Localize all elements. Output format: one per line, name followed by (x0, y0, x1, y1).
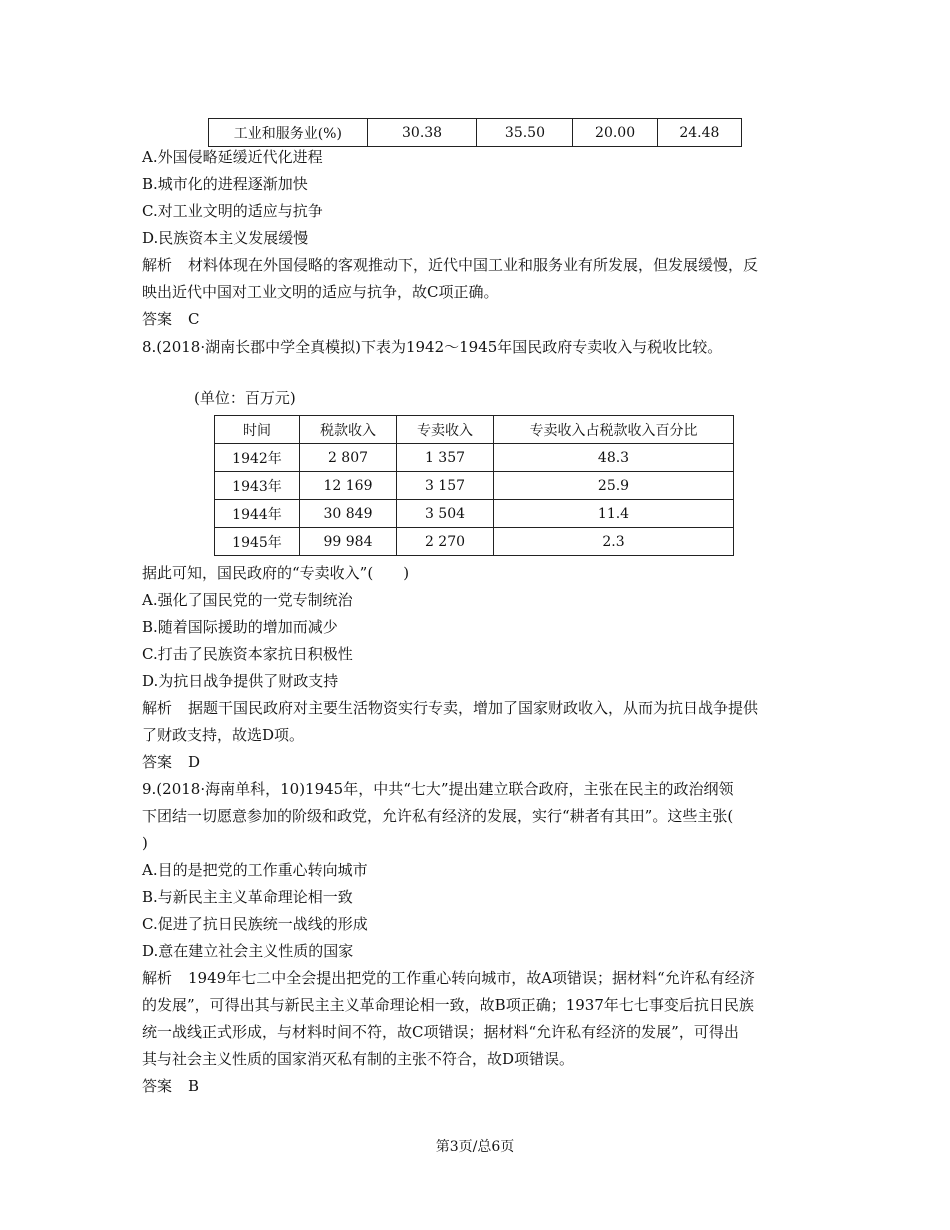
q8-option-d: D.为抗日战争提供了财政支持 (142, 672, 339, 690)
table-cell: 2 807 (300, 444, 397, 472)
analysis-text: 据题干国民政府对主要生活物资实行专卖，增加了国家财政收入，从而为抗日战争提供 (188, 699, 759, 717)
q8-analysis-line-2: 了财政支持，故选D项。 (142, 726, 305, 744)
table-row (215, 500, 734, 528)
q9-stem-line-3: ) (142, 834, 148, 852)
table-row (209, 119, 742, 147)
q7-analysis-line (142, 252, 758, 278)
q9-stem-line-2: 下团结一切愿意参加的阶级和政党，允许私有经济的发展，实行“耕者有其田”。这些主张( (142, 807, 734, 825)
q8-option-b: B.随着国际援助的增加而减少 (142, 618, 338, 636)
q8-table (214, 415, 734, 556)
table-row (215, 472, 734, 500)
q8-stem: 8.(2018·湖南长郡中学全真模拟)下表为1942～1945年国民政府专卖收入与税收比较。 (142, 338, 723, 356)
table-cell: 3 504 (397, 500, 494, 528)
q7-option-a: A.外国侵略延缓近代化进程 (142, 148, 323, 166)
table-cell: 30.38 (367, 119, 477, 147)
table-cell: 30 849 (300, 500, 397, 528)
table-cell: 12 169 (300, 472, 397, 500)
q9-option-b: B.与新民主主义革命理论相一致 (142, 888, 353, 906)
analysis-label: 解析 (142, 969, 173, 987)
table-cell: 2 270 (397, 528, 494, 556)
table-cell: 工业和服务业(%) (209, 119, 368, 147)
q9-option-d: D.意在建立社会主义性质的国家 (142, 942, 354, 960)
q9-analysis-line-3: 统一战线正式形成，与材料时间不符，故C项错误；据材料“允许私有经济的发展”，可得出 (142, 1023, 739, 1041)
q7-option-b: B.城市化的进程逐渐加快 (142, 175, 308, 193)
answer-label: 答案 (142, 310, 173, 328)
table-cell: 48.3 (494, 444, 734, 472)
q9-analysis-line-4: 其与社会主义性质的国家消灭私有制的主张不符合，故D项错误。 (142, 1050, 575, 1068)
answer-label: 答案 (142, 753, 173, 771)
table-cell: 1943年 (215, 472, 300, 500)
analysis-label: 解析 (142, 699, 173, 717)
q9-option-c: C.促进了抗日民族统一战线的形成 (142, 915, 368, 933)
q7-analysis-line-2: 映出近代中国对工业文明的适应与抗争，故C项正确。 (142, 283, 499, 301)
q8-option-c: C.打击了民族资本家抗日积极性 (142, 645, 353, 663)
answer-value: C (188, 310, 200, 328)
q9-analysis-line (142, 965, 755, 991)
table-header: 时间 (215, 416, 300, 444)
q7-option-c: C.对工业文明的适应与抗争 (142, 202, 323, 220)
q9-stem-line-1: 9.(2018·海南单科，10)1945年，中共“七大”提出建立联合政府，主张在民主的政治纲领 (142, 780, 734, 798)
analysis-text: 材料体现在外国侵略的客观推动下，近代中国工业和服务业有所发展，但发展缓慢，反 (188, 256, 759, 274)
top-table (208, 118, 742, 147)
table-header: 税款收入 (300, 416, 397, 444)
table-cell: 3 157 (397, 472, 494, 500)
table-cell: 11.4 (494, 500, 734, 528)
table-unit: (单位：百万元) (194, 389, 296, 407)
q8-prompt: 据此可知，国民政府的“专卖收入”( ) (142, 564, 410, 582)
table-header-row (215, 416, 734, 444)
table-row (215, 444, 734, 472)
q7-option-d: D.民族资本主义发展缓慢 (142, 229, 309, 247)
q8-answer (142, 749, 200, 775)
table-cell: 25.9 (494, 472, 734, 500)
page-footer: 第3页/总6页 (435, 1139, 515, 1155)
table-cell: 1 357 (397, 444, 494, 472)
q8-option-a: A.强化了国民党的一党专制统治 (142, 591, 353, 609)
table-header: 专卖收入 (397, 416, 494, 444)
table-cell: 24.48 (657, 119, 741, 147)
table-cell: 99 984 (300, 528, 397, 556)
answer-value: B (188, 1077, 200, 1095)
analysis-text: 1949年七二中全会提出把党的工作重心转向城市，故A项错误；据材料“允许私有经济 (188, 969, 755, 987)
table-cell: 20.00 (573, 119, 657, 147)
table-header: 专卖收入占税款收入百分比 (494, 416, 734, 444)
answer-label: 答案 (142, 1077, 173, 1095)
q9-answer (142, 1073, 199, 1099)
q8-analysis-line (142, 695, 758, 721)
table-row (215, 528, 734, 556)
q9-option-a: A.目的是把党的工作重心转向城市 (142, 861, 368, 879)
q9-analysis-line-2: 的发展”，可得出其与新民主主义革命理论相一致，故B项正确；1937年七七事变后抗日民族 (142, 996, 754, 1014)
q7-answer (142, 306, 200, 332)
answer-value: D (188, 753, 201, 771)
analysis-label: 解析 (142, 256, 173, 274)
table-cell: 2.3 (494, 528, 734, 556)
table-cell: 1942年 (215, 444, 300, 472)
table-cell: 1944年 (215, 500, 300, 528)
table-cell: 35.50 (477, 119, 573, 147)
table-cell: 1945年 (215, 528, 300, 556)
